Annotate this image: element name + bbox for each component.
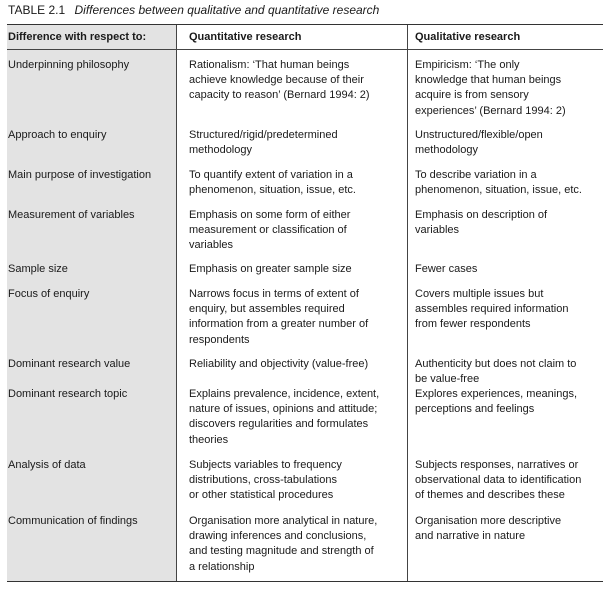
cell-line: respondents [189, 333, 250, 346]
row-label: Focus of enquiry [8, 288, 90, 300]
cell-line: acquire is from sensory [415, 89, 529, 102]
cell-line: knowledge that human beings [415, 74, 562, 87]
row-label: Dominant research value [8, 358, 131, 370]
row-label: Underpinning philosophy [8, 59, 130, 71]
cell-line: phenomenon, situation, issue, etc. [415, 184, 582, 197]
column-divider [176, 25, 177, 581]
header-qualitative: Qualitative research [415, 31, 521, 43]
cell-line: and testing magnitude and strength of [189, 545, 374, 558]
cell-line: variables [415, 224, 460, 237]
cell-line: theories [189, 433, 229, 446]
quantitative-cell [189, 514, 401, 575]
cell-line: discovers regularities and formulates [189, 418, 369, 431]
cell-line: variables [189, 239, 234, 252]
cell-line: Emphasis on greater sample size [189, 263, 352, 275]
cell-line: drawing inferences and conclusions, [189, 530, 367, 543]
cell-line: methodology [189, 144, 252, 157]
quantitative-cell [189, 58, 401, 104]
cell-line: Emphasis on description of [415, 209, 548, 221]
quantitative-cell [189, 387, 401, 448]
cell-line: Explores experiences, meanings, [415, 388, 578, 400]
quantitative-cell [189, 262, 401, 277]
cell-line: Organisation more descriptive [415, 515, 562, 527]
cell-line: Rationalism: ‘That human beings [189, 59, 350, 71]
header-difference: Difference with respect to: [8, 31, 147, 43]
cell-line: achieve knowledge because of their [189, 74, 364, 87]
qualitative-cell [415, 458, 601, 504]
table-title: Differences between qualitative and quantitative research [74, 3, 380, 17]
qualitative-cell [415, 287, 601, 333]
label-column-shading [7, 25, 176, 581]
qualitative-cell [415, 357, 601, 387]
qualitative-cell [415, 262, 601, 277]
cell-line: capacity to reason’ (Bernard 1994: 2) [189, 89, 370, 102]
cell-line: Subjects variables to frequency [189, 459, 342, 471]
header-rule [7, 49, 603, 50]
column-divider [407, 25, 408, 581]
quantitative-cell [189, 357, 401, 372]
qualitative-cell [415, 208, 601, 238]
table-number: TABLE 2.1 [8, 3, 66, 17]
cell-line: To describe variation in a [415, 169, 537, 181]
cell-line: Unstructured/flexible/open [415, 129, 543, 141]
row-label: Sample size [8, 263, 68, 275]
cell-line: Empiricism: ‘The only [415, 59, 520, 71]
cell-line: distributions, cross-tabulations [189, 474, 337, 487]
header-quantitative: Quantitative research [189, 31, 302, 43]
cell-line: phenomenon, situation, issue, etc. [189, 184, 356, 197]
qualitative-cell [415, 514, 601, 544]
cell-line: Subjects responses, narratives or [415, 459, 579, 471]
quantitative-cell [189, 458, 401, 504]
cell-line: observational data to identification [415, 474, 582, 487]
cell-line: Emphasis on some form of either [189, 209, 351, 221]
cell-line: assembles required information [415, 303, 569, 316]
cell-line: or other statistical procedures [189, 489, 334, 502]
cell-line: Covers multiple issues but [415, 288, 544, 300]
row-label: Main purpose of investigation [8, 169, 152, 181]
quantitative-cell [189, 128, 401, 158]
cell-line: Explains prevalence, incidence, extent, [189, 388, 380, 400]
cell-line: experiences’ (Bernard 1994: 2) [415, 104, 566, 117]
cell-line: methodology [415, 144, 478, 157]
comparison-table [7, 24, 603, 582]
cell-line: be value-free [415, 373, 480, 386]
cell-line: To quantify extent of variation in a [189, 169, 353, 181]
cell-line: from fewer respondents [415, 318, 531, 331]
cell-line: of themes and describes these [415, 489, 565, 502]
cell-line: Narrows focus in terms of extent of [189, 288, 359, 300]
cell-line: Reliability and objectivity (value-free) [189, 358, 369, 370]
row-label: Analysis of data [8, 459, 86, 471]
row-label: Dominant research topic [8, 388, 128, 400]
qualitative-cell [415, 168, 601, 198]
quantitative-cell [189, 287, 401, 348]
quantitative-cell [189, 208, 401, 254]
qualitative-cell [415, 58, 601, 119]
cell-line: and narrative in nature [415, 530, 526, 543]
cell-line: enquiry, but assembles required [189, 303, 345, 316]
quantitative-cell [189, 168, 401, 198]
cell-line: Structured/rigid/predetermined [189, 129, 338, 141]
row-label: Approach to enquiry [8, 129, 107, 141]
row-label: Measurement of variables [8, 209, 135, 221]
qualitative-cell [415, 128, 601, 158]
cell-line: information from a greater number of [189, 318, 369, 331]
cell-line: Fewer cases [415, 263, 478, 275]
cell-line: a relationship [189, 560, 255, 573]
cell-line: measurement or classification of [189, 224, 347, 237]
table-caption [8, 3, 379, 17]
cell-line: nature of issues, opinions and attitude; [189, 403, 378, 416]
cell-line: perceptions and feelings [415, 403, 535, 416]
cell-line: Authenticity but does not claim to [415, 358, 577, 370]
qualitative-cell [415, 387, 601, 417]
row-label: Communication of findings [8, 515, 138, 527]
cell-line: Organisation more analytical in nature, [189, 515, 378, 527]
